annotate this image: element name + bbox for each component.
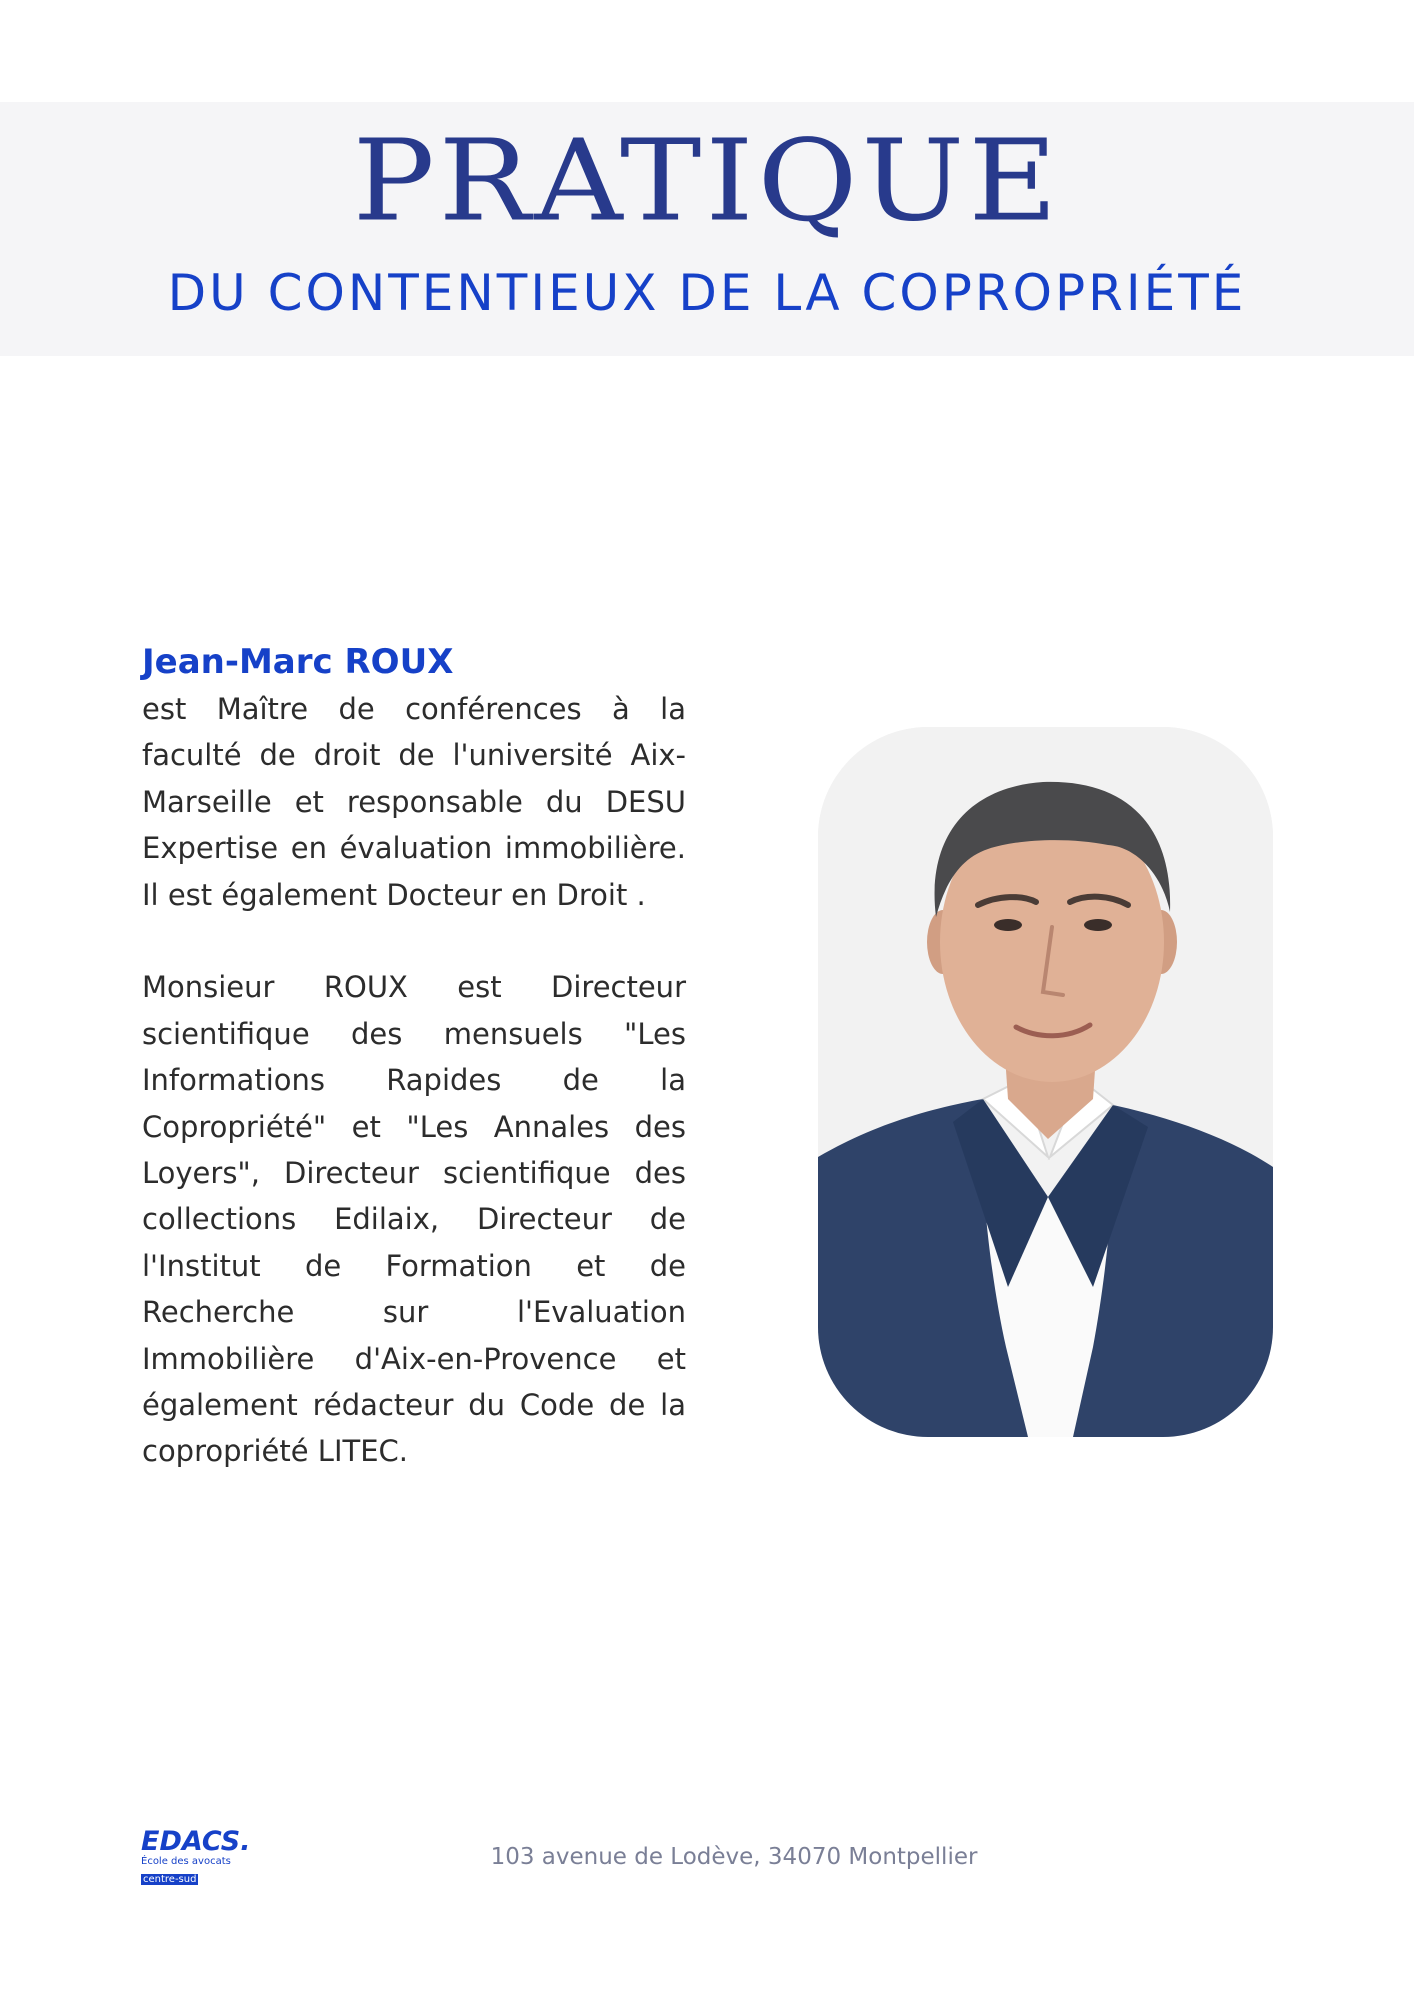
speaker-bio <box>142 638 686 1475</box>
bio-paragraph-2: Monsieur ROUX est Directeur scientifique des mensuels "Les Informations Rapides de la Copropriété" et "Les Annales des Loyers", Directeur scientifique des collections Edilaix, Directeur de l'Institut de Formation et de Recherche sur l'Evaluation Immobilière d'Aix-en-Provence et également rédacteur du Code de la copropriété LITEC. <box>142 970 686 1469</box>
speaker-portrait <box>818 727 1273 1437</box>
speaker-name: Jean-Marc ROUX <box>142 642 454 682</box>
logo-tagline-1: École des avocats <box>141 1856 231 1867</box>
footer-address: 103 avenue de Lodève, 34070 Montpellier <box>490 1844 978 1870</box>
page-subtitle: DU CONTENTIEUX DE LA COPROPRIÉTÉ <box>167 264 1247 322</box>
page-title: PRATIQUE <box>352 115 1062 247</box>
logo-wordmark: EDACS. <box>141 1826 251 1857</box>
portrait-illustration <box>818 727 1273 1437</box>
bio-paragraph-1: est Maître de conférences à la faculté de droit de l'université Aix-Marseille et responsable du DESU Expertise en évaluation immobilière. Il est également Docteur en Droit . <box>142 692 686 912</box>
logo-tagline-2: centre-sud <box>143 1874 197 1885</box>
